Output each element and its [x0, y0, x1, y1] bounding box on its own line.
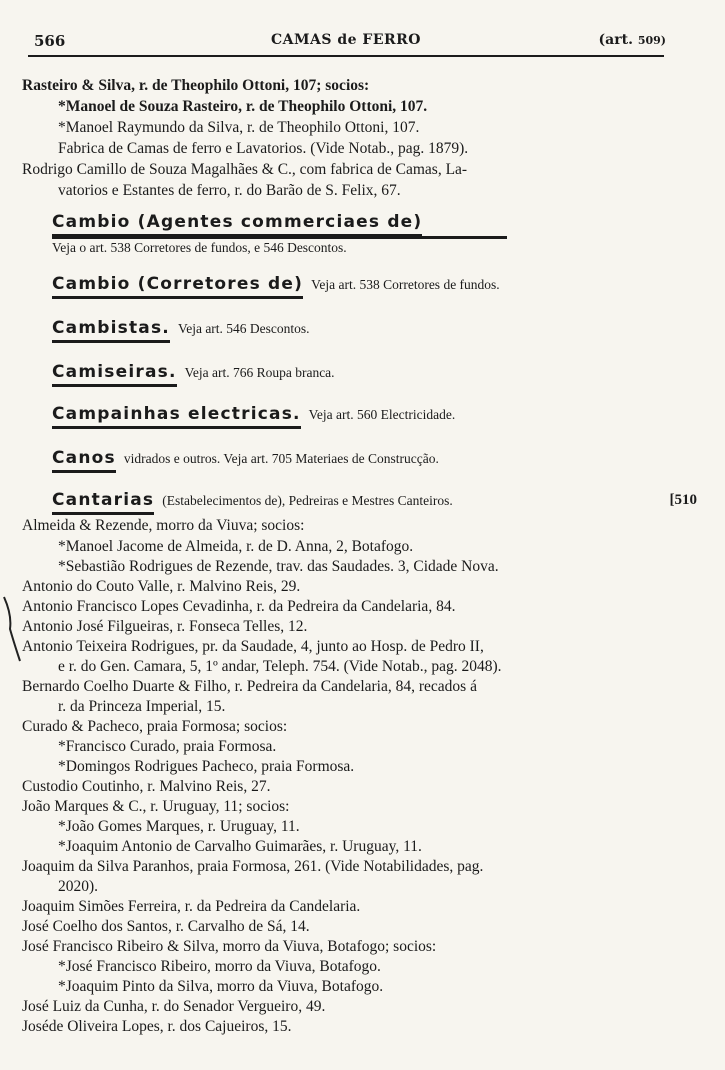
page-header: [26, 32, 666, 54]
category-reference: Veja o art. 538 Corretores de fundos, e 546 Descontos.: [52, 240, 347, 255]
entry-line: *Joaquim Pinto da Silva, morro da Viuva, Botafogo.: [58, 978, 384, 995]
category-reference: vidrados e outros. Veja art. 705 Materiaes de Construcção.: [123, 451, 439, 466]
category-rule: [52, 236, 507, 239]
entry-line: Joséde Oliveira Lopes, r. dos Cajueiros, 15.: [22, 1018, 292, 1035]
header-rule: [28, 55, 664, 57]
category-reference: (Estabelecimentos de), Pedreiras e Mestres Canteiros.: [162, 493, 453, 508]
entry-line: *Joaquim Antonio de Carvalho Guimarães, r. Uruguay, 11.: [58, 838, 422, 855]
category-title: Camiseiras.: [52, 362, 177, 387]
entry-line: Bernardo Coelho Duarte & Filho, r. Pedreira da Candelaria, 84, recados á: [22, 678, 477, 695]
category-title: Campainhas electricas.: [52, 404, 301, 429]
entry-line: *Manoel Jacome de Almeida, r. de D. Anna, 2, Botafogo.: [58, 538, 414, 555]
entry-line: Antonio Teixeira Rodrigues, pr. da Saudade, 4, junto ao Hosp. de Pedro II,: [22, 638, 484, 655]
category-reference: Veja art. 766 Roupa branca.: [184, 365, 335, 380]
entry-line: Antonio José Filgueiras, r. Fonseca Telles, 12.: [22, 618, 308, 635]
category-heading: [52, 212, 422, 237]
entry-line: *Manoel Raymundo da Silva, r. de Theophilo Ottoni, 107.: [58, 119, 420, 136]
entry-line: José Luiz da Cunha, r. do Senador Vergueiro, 49.: [22, 998, 326, 1015]
margin-bracket-mark: [0, 595, 22, 665]
entry-line: Fabrica de Camas de ferro e Lavatorios. (Vide Notab., pag. 1879).: [58, 140, 469, 157]
entry-line: Rodrigo Camillo de Souza Magalhães & C., com fabrica de Camas, La-: [22, 161, 468, 178]
entry-line: *José Francisco Ribeiro, morro da Viuva, Botafogo.: [58, 958, 381, 975]
entry-line: *Francisco Curado, praia Formosa.: [58, 738, 277, 755]
entry-line: *Sebastião Rodrigues de Rezende, trav. das Saudades. 3, Cidade Nova.: [58, 558, 499, 575]
entry-line: Almeida & Rezende, morro da Viuva; socios:: [22, 517, 305, 534]
category-title: Canos: [52, 448, 116, 473]
entry-line: *João Gomes Marques, r. Uruguay, 11.: [58, 818, 300, 835]
entry-line: r. da Princeza Imperial, 15.: [58, 698, 226, 715]
category-heading: [52, 362, 335, 387]
entry-line: Antonio Francisco Lopes Cevadinha, r. da Pedreira da Candelaria, 84.: [22, 598, 456, 615]
article-number: [510: [669, 492, 697, 508]
category-heading: [52, 404, 455, 429]
entry-line: Curado & Pacheco, praia Formosa; socios:: [22, 718, 288, 735]
category-heading: [52, 490, 453, 515]
entry-line: *Domingos Rodrigues Pacheco, praia Formosa.: [58, 758, 355, 775]
entry-line: vatorios e Estantes de ferro, r. do Barão de S. Felix, 67.: [58, 182, 401, 199]
entry-line: José Coelho dos Santos, r. Carvalho de Sá, 14.: [22, 918, 310, 935]
category-heading: [52, 274, 500, 299]
entry-line: 2020).: [58, 878, 99, 895]
entry-line: e r. do Gen. Camara, 5, 1º andar, Teleph. 754. (Vide Notab., pag. 2048).: [58, 658, 502, 675]
entry-line: Joaquim da Silva Paranhos, praia Formosa, 261. (Vide Notabilidades, pag.: [22, 858, 484, 875]
category-reference: Veja art. 546 Descontos.: [177, 321, 310, 336]
category-heading: [52, 448, 439, 473]
category-title: Cambistas.: [52, 318, 170, 343]
entry-line: José Francisco Ribeiro & Silva, morro da Viuva, Botafogo; socios:: [22, 938, 437, 955]
entry-line: Rasteiro & Silva, r. de Theophilo Ottoni, 107; socios:: [22, 77, 370, 94]
entry-line: Custodio Coutinho, r. Malvino Reis, 27.: [22, 778, 271, 795]
page-number: 566: [34, 32, 66, 50]
category-reference: Veja art. 560 Electricidade.: [308, 407, 456, 422]
category-heading: [52, 318, 310, 343]
entry-line: *Manoel de Souza Rasteiro, r. de Theophilo Ottoni, 107.: [58, 98, 428, 115]
running-title: CAMAS de FERRO: [271, 32, 421, 48]
category-title: Cantarias: [52, 490, 154, 515]
entry-line: Antonio do Couto Valle, r. Malvino Reis, 29.: [22, 578, 301, 595]
category-title: Cambio (Corretores de): [52, 274, 303, 299]
category-title: Cambio (Agentes commerciaes de): [52, 212, 422, 237]
article-reference: (art. 509): [598, 32, 666, 48]
entry-line: Joaquim Simões Ferreira, r. da Pedreira da Candelaria.: [22, 898, 361, 915]
category-reference: Veja art. 538 Corretores de fundos.: [311, 277, 500, 292]
entry-line: João Marques & C., r. Uruguay, 11; socios:: [22, 798, 290, 815]
